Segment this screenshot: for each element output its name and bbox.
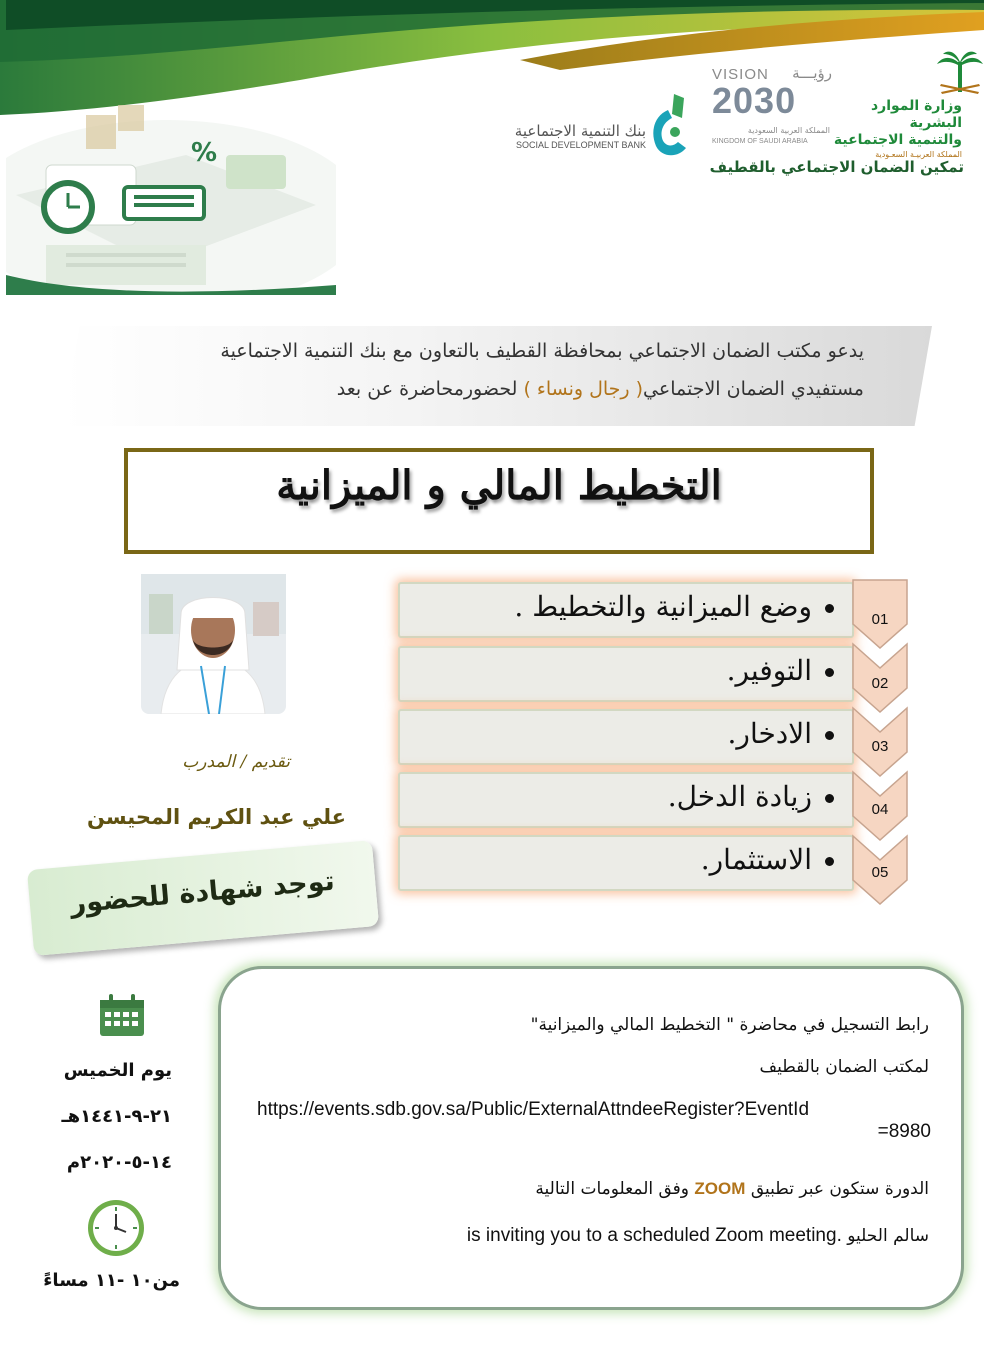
event-gregorian-date: ١٤-٥-٢٠٢٠م — [66, 1152, 172, 1173]
topic-number-5: 05 — [871, 864, 889, 881]
topic-item-5 — [398, 835, 854, 891]
palm-swords-emblem-icon — [935, 48, 984, 98]
vision-2030-logo — [712, 66, 834, 152]
topic-number-2: 02 — [871, 675, 889, 692]
ministry-logo — [830, 98, 962, 161]
bullet-icon — [825, 794, 834, 803]
ministry-name-line1: وزارة الموارد البشرية — [870, 98, 962, 131]
topic-numbers — [851, 578, 909, 916]
trainer-name: علي عبد الكريم المحيسن — [87, 805, 346, 829]
trainer-photo — [141, 574, 286, 714]
event-hijri-date: ٢١-٩-١٤٤١هـ — [61, 1106, 172, 1127]
zoom-info-a: الدورة ستكون عبر تطبيق — [745, 1179, 929, 1199]
event-day: يوم الخميس — [63, 1060, 172, 1081]
topic-item-3 — [398, 709, 854, 765]
zoom-invite-text: .is inviting you to a scheduled Zoom meeting — [466, 1225, 842, 1246]
svg-text:%: % — [191, 138, 218, 168]
registration-panel — [218, 966, 964, 1310]
certificate-banner — [27, 840, 379, 956]
topic-text-3: الادخار. — [727, 717, 812, 750]
topic-number-4: 04 — [871, 801, 889, 818]
zoom-invite-name: سالم الحليو — [847, 1226, 929, 1246]
topic-text-2: التوفير. — [726, 654, 812, 687]
sdb-name-en: SOCIAL DEVELOPMENT BANK — [515, 140, 646, 150]
topic-item-4 — [398, 772, 854, 828]
invitation-line2-b: لحضورمحاضرة عن بعد — [336, 378, 524, 400]
topic-text-4: زيادة الدخل. — [667, 780, 812, 813]
bullet-icon — [825, 604, 834, 613]
sdb-emblem-icon — [648, 92, 690, 162]
trainer-role: تقديم / المدرب — [182, 752, 290, 772]
topic-text-1: وضع الميزانية والتخطيط . — [514, 590, 812, 623]
bullet-icon — [825, 731, 834, 740]
zoom-word: ZOOM — [694, 1179, 746, 1198]
topic-text-5: الاستثمار. — [700, 843, 812, 876]
ministry-country: المملكة العربيـة السعـودية — [875, 150, 962, 159]
invitation-highlight: ( رجال ونساء ) — [523, 378, 644, 400]
zoom-info-line — [535, 1179, 929, 1199]
topic-number-3: 03 — [871, 738, 889, 755]
bullet-icon — [825, 857, 834, 866]
topic-item-1 — [398, 582, 854, 638]
registration-url-part2[interactable]: =8980 — [877, 1121, 931, 1142]
calendar-icon — [98, 992, 146, 1038]
finance-illustration — [6, 95, 336, 295]
registration-line2: لمكتب الضمان بالقطيف — [759, 1057, 929, 1077]
bullet-icon — [825, 668, 834, 677]
invitation-line2 — [104, 378, 864, 400]
sdb-logo — [490, 122, 646, 150]
invitation-line2-a: مستفيدي الضمان الاجتماعي — [643, 378, 864, 400]
lecture-title: التخطيط المالي و الميزانية — [276, 462, 722, 509]
clock-icon — [86, 1198, 146, 1258]
zoom-info-b: وفق المعلومات التالية — [535, 1179, 695, 1199]
ministry-name-line2: والتنمية الاجتماعية — [833, 132, 962, 148]
invitation-line1: يدعو مكتب الضمان الاجتماعي بمحافظة القطيف بالتعاون مع بنك التنمية الاجتماعية — [220, 340, 864, 362]
zoom-invite-line — [467, 1225, 929, 1247]
event-time: من١٠ -١١ مساءً — [43, 1270, 180, 1291]
certificate-text: توجد شهادة للحضور — [69, 865, 336, 920]
lecture-title-box — [124, 448, 874, 554]
registration-url-part1[interactable]: https://events.sdb.gov.sa/Public/ExternalAttndeeRegister?EventId — [257, 1099, 810, 1120]
program-title: تمكين الضمان الاجتماعي بالقطيف — [709, 158, 964, 176]
registration-url[interactable] — [257, 1099, 931, 1143]
sdb-name-ar: بنك التنمية الاجتماعية — [514, 122, 646, 140]
topic-number-1: 01 — [871, 611, 889, 628]
vision-year: 2030 — [712, 80, 797, 121]
topic-item-2 — [398, 646, 854, 702]
registration-line1: رابط التسجيل في محاضرة " التخطيط المالي والميزانية" — [530, 1015, 929, 1035]
vision-word: VISION — [712, 66, 769, 83]
vision-kingdom-ar: المملكة العربية السعودية — [747, 126, 830, 135]
vision-kingdom-en: KINGDOM OF SAUDI ARABIA — [712, 138, 808, 145]
vision-ar: رؤيـــة — [792, 64, 832, 82]
